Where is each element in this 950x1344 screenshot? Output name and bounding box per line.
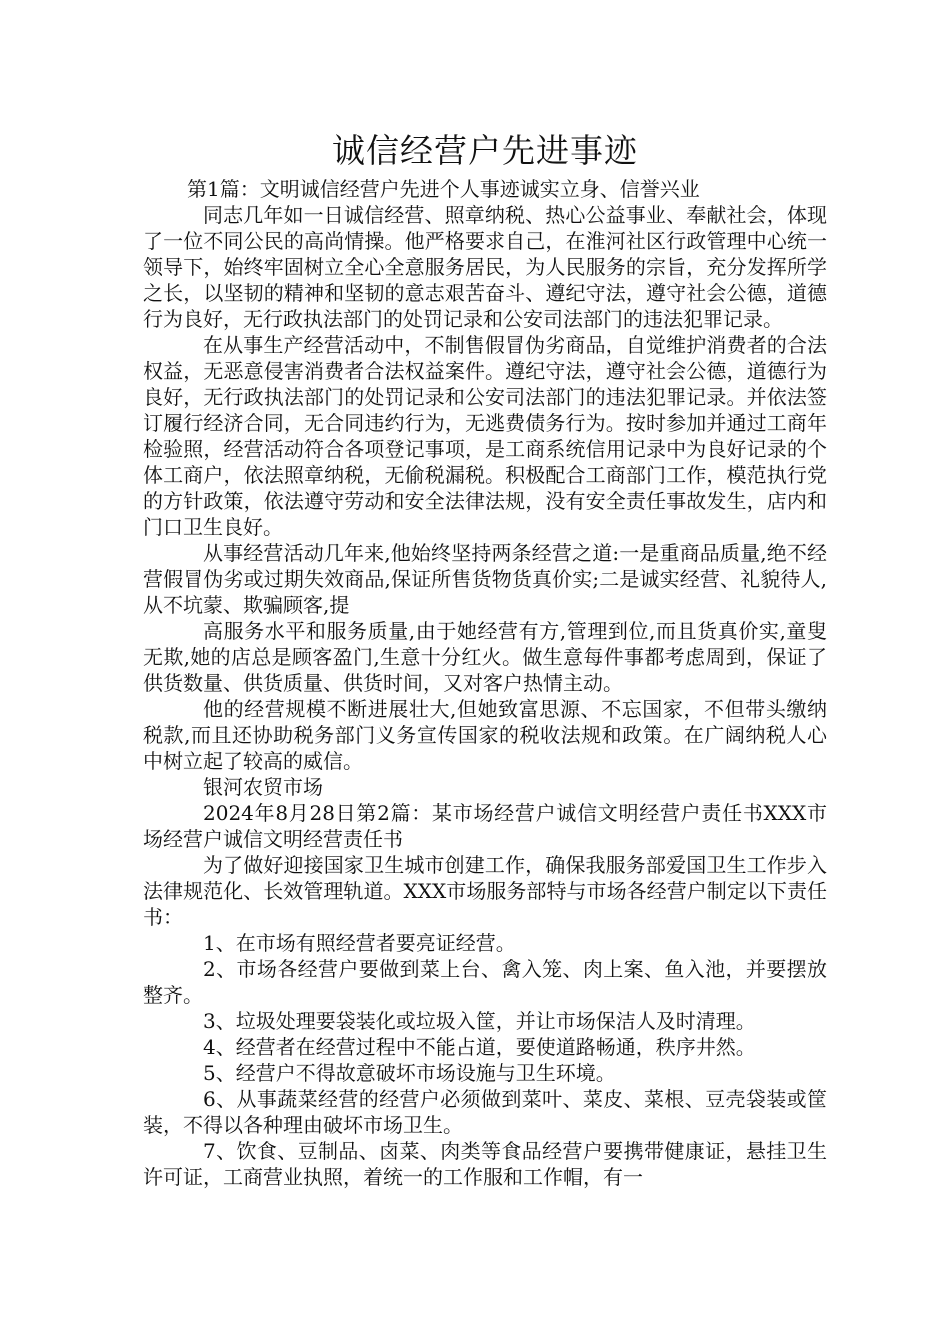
document-page	[143, 128, 827, 1190]
paragraph-4: 高服务水平和服务质量,由于她经营有方,管理到位,而且货真价实,童叟无欺,她的店总是顾客盈门,生意十分红火。做生意每件事都考虑周到，保证了供货数量、供货质量、供货时间，又对客户热情主动。	[143, 619, 827, 695]
paragraph-1: 同志几年如一日诚信经营、照章纳税、热心公益事业、奉献社会，体现了一位不同公民的高尚情操。他严格要求自己，在淮河社区行政管理中心统一领导下，始终牢固树立全心全意服务居民，为人民服务的宗旨，充分发挥所学之长，以坚韧的精神和坚韧的意志艰苦奋斗、遵纪守法，遵守社会公德，道德行为良好，无行政执法部门的处罚记录和公安司法部门的违法犯罪记录。	[143, 203, 827, 331]
date-and-section-2-heading: 2024年8月28日第2篇：某市场经营户诚信文明经营户责任书XXX市场经营户诚信文明经营责任书	[143, 801, 827, 851]
rule-item-5: 5、经营户不得故意破坏市场设施与卫生环境。	[203, 1061, 616, 1085]
rule-item-7: 7、饮食、豆制品、卤菜、肉类等食品经营户要携带健康证，悬挂卫生许可证，工商营业执照，着统一的工作服和工作帽，有一	[143, 1139, 827, 1189]
document-title: 诚信经营户先进事迹	[332, 131, 638, 170]
rule-item-4: 4、经营者在经营过程中不能占道，要使道路畅通，秩序井然。	[203, 1035, 756, 1059]
paragraph-intro-2: 为了做好迎接国家卫生城市创建工作，确保我服务部爱国卫生工作步入法律规范化、长效管理轨道。XXX市场服务部特与市场各经营户制定以下责任书：	[143, 853, 827, 929]
paragraph-2: 在从事生产经营活动中，不制售假冒伪劣商品，自觉维护消费者的合法权益，无恶意侵害消费者合法权益案件。遵纪守法，遵守社会公德，道德行为良好，无行政执法部门的处罚记录和公安司法部门的违法犯罪记录。并依法签订履行经济合同，无合同违约行为，无逃费债务行为。按时参加并通过工商年检验照，经营活动符合各项登记事项，是工商系统信用记录中为良好记录的个体工商户，依法照章纳税，无偷税漏税。积极配合工商部门工作，模范执行党的方针政策，依法遵守劳动和安全法律法规，没有安全责任事故发生，店内和门口卫生良好。	[143, 333, 827, 539]
market-name: 银河农贸市场	[203, 775, 323, 799]
paragraph-3: 从事经营活动几年来,他始终坚持两条经营之道:一是重商品质量,绝不经营假冒伪劣或过期失效商品,保证所售货物货真价实;二是诚实经营、礼貌待人,从不坑蒙、欺骗顾客,提	[143, 541, 827, 617]
rule-item-2: 2、市场各经营户要做到菜上台、禽入笼、肉上案、鱼入池，并要摆放整齐。	[143, 957, 827, 1007]
rule-item-1: 1、在市场有照经营者要亮证经营。	[203, 931, 516, 955]
document-subtitle: 第1篇：文明诚信经营户先进个人事迹诚实立身、信誉兴业	[187, 177, 700, 201]
rule-item-3: 3、垃圾处理要袋装化或垃圾入筐，并让市场保洁人及时清理。	[203, 1009, 756, 1033]
paragraph-5: 他的经营规模不断进展壮大,但她致富思源、不忘国家，不但带头缴纳税款,而且还协助税务部门义务宣传国家的税收法规和政策。在广阔纳税人心中树立起了较高的威信。	[143, 697, 827, 773]
rule-item-6: 6、从事蔬菜经营的经营户必须做到菜叶、菜皮、菜根、豆壳袋装或筐装，不得以各种理由破坏市场卫生。	[143, 1087, 827, 1137]
